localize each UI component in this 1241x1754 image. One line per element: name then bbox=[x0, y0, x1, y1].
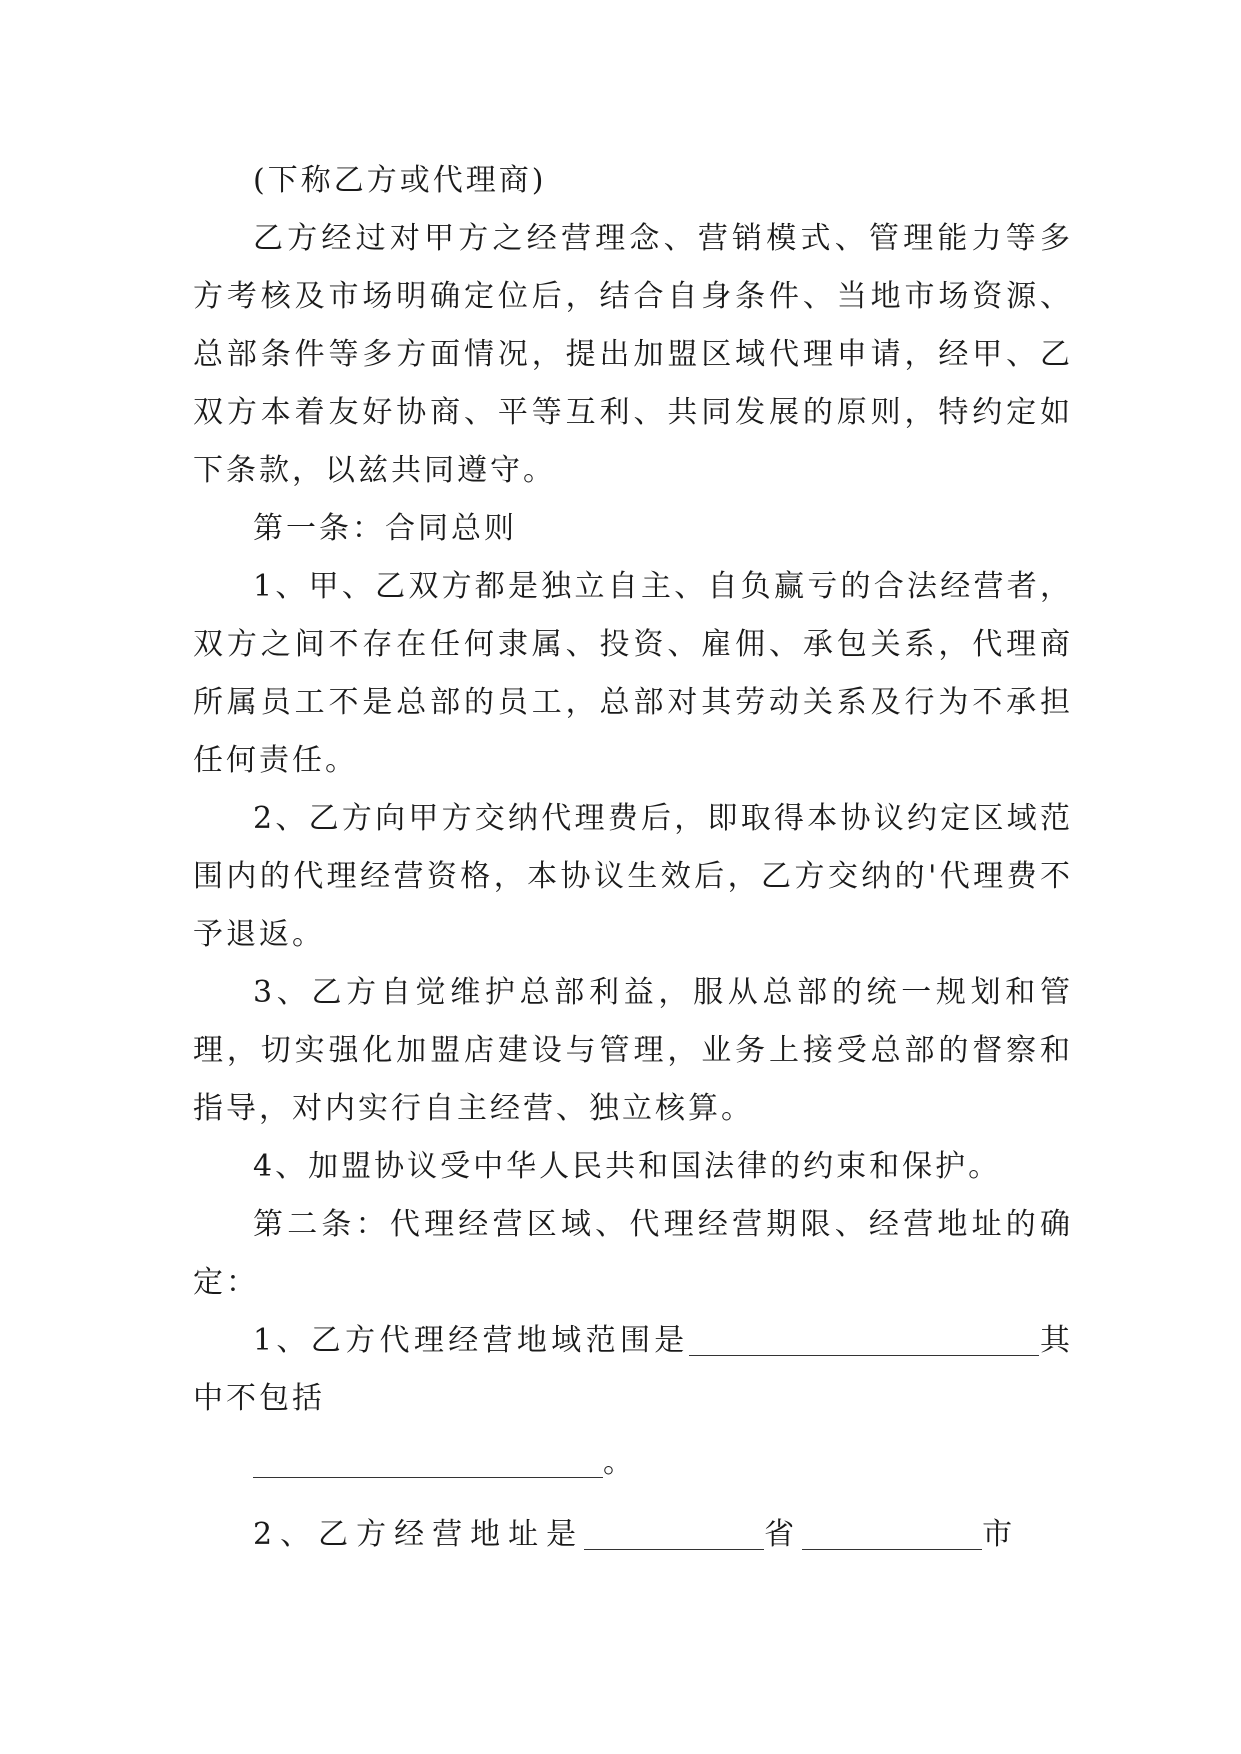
clause-2-2-text-end: 市 bbox=[982, 1517, 1021, 1552]
province-blank bbox=[584, 1519, 764, 1550]
heading-article-1: 第一条：合同总则 bbox=[253, 511, 517, 546]
city-blank bbox=[802, 1519, 982, 1550]
paragraph-article-1-item-4: 4、加盟协议受中华人民共和国法律的约束和保护。 bbox=[253, 1149, 1002, 1184]
clause-2-1-text-after: 其中不包括 bbox=[193, 1323, 1074, 1416]
clause-2-2-text-mid: 省 bbox=[764, 1517, 803, 1552]
paragraph-preamble: 乙方经过对甲方之经营理念、营销模式、管理能力等多方考核及市场明确定位后，结合自身条件、当地市场资源、总部条件等多方面情况，提出加盟区域代理申请，经甲、乙双方本着友好协商、平等互利、共同发展的原则，特约定如下条款，以兹共同遵守。 bbox=[193, 221, 1073, 488]
paragraph-article-1-item-3: 3、乙方自觉维护总部利益，服从总部的统一规划和管理，切实强化加盟店建设与管理，业务上接受总部的督察和指导，对内实行自主经营、独立核算。 bbox=[193, 975, 1073, 1126]
exclusion-blank bbox=[253, 1447, 603, 1478]
paragraph-party-b-note: (下称乙方或代理商) bbox=[253, 163, 547, 198]
clause-2-2-text-before: 2、乙方经营地址是 bbox=[253, 1517, 585, 1552]
paragraph-article-1-item-1: 1、甲、乙双方都是独立自主、自负赢亏的合法经营者，双方之间不存在任何隶属、投资、雇佣、承包关系，代理商所属员工不是总部的员工，总部对其劳动关系及行为不承担任何责任。 bbox=[193, 569, 1073, 778]
clause-2-1-text-before: 1、乙方代理经营地域范围是 bbox=[253, 1323, 689, 1358]
clause-2-1-text-end: 。 bbox=[603, 1445, 636, 1480]
paragraph-article-2-item-2 bbox=[193, 1506, 1073, 1564]
paragraph-article-2-item-1-exclusion bbox=[193, 1434, 1073, 1492]
region-blank bbox=[689, 1325, 1039, 1356]
paragraph-article-1-item-2: 2、乙方向甲方交纳代理费后，即取得本协议约定区域范围内的代理经营资格，本协议生效后，乙方交纳的'代理费不予退返。 bbox=[193, 801, 1073, 952]
heading-article-2: 第二条：代理经营区域、代理经营期限、经营地址的确定： bbox=[193, 1207, 1073, 1300]
paragraph-article-2-item-1 bbox=[193, 1312, 1073, 1428]
document-body bbox=[193, 152, 1073, 1564]
